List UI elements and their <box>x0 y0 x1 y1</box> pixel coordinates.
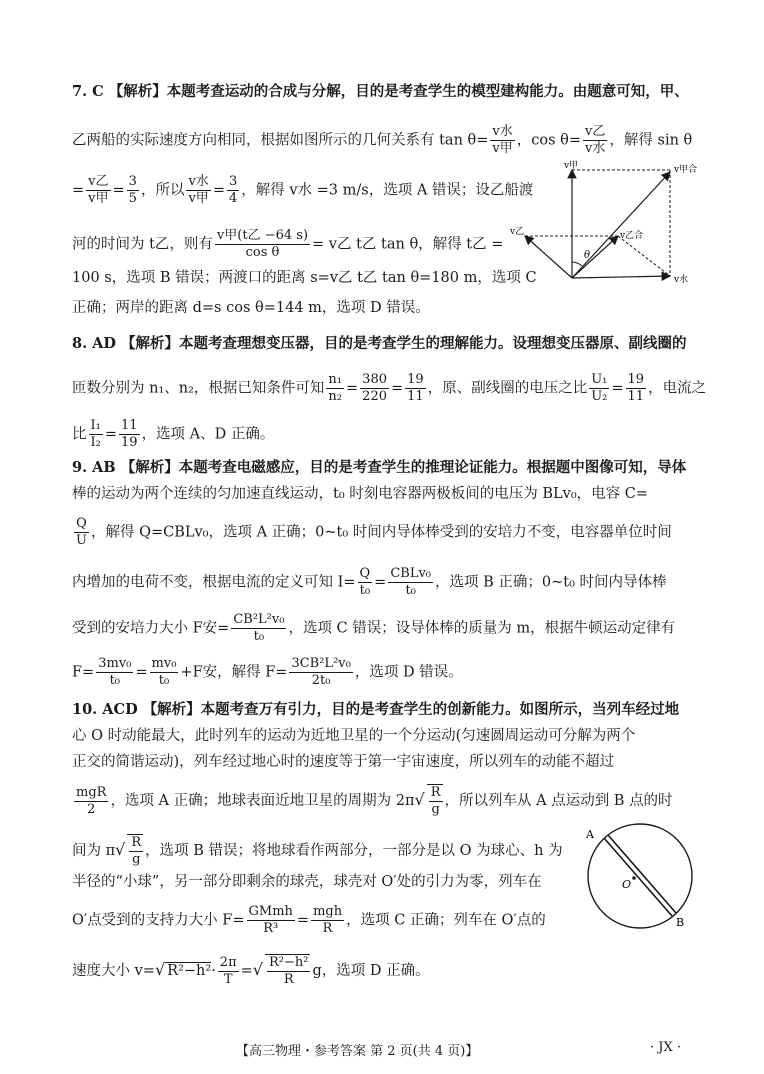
label-v-jia-he: v甲合 <box>674 165 698 175</box>
q9-line1: 9. AB 【解析】本题考查电磁感应，目的是考查学生的推理论证能力。根据题中图像可知，导体 <box>72 459 687 476</box>
v-jia-he-vector <box>572 172 670 278</box>
label-theta: θ <box>584 250 591 261</box>
q8-line3: 比 $\frac{\text{I₁}}{\text{I₂}}$ = $\frac{11}{19}$ ，选项 A、D 正确。 <box>72 418 275 450</box>
tunnel-line-2 <box>608 835 676 913</box>
q7-line3: = $\frac{\text{v乙}}{\text{v甲}}$ = $\frac{3}{5}$ ，所以 $\frac{\text{v水}}{\text{v甲}}$ = $\frac{3}{4}$ ，解得 v水 =3 m/s，选项 A 错误；设乙船渡 <box>72 174 534 206</box>
fraction: $\frac{3}{5}$ <box>128 174 137 206</box>
fraction: $\frac{Q}{U}$ <box>76 516 87 548</box>
fraction: $\frac{\text{3CB²L²v₀}}{\text{2t₀}}$ <box>291 656 351 688</box>
q7-line6: 正确；两岸的距离 d=s cos θ=144 m，选项 D 错误。 <box>72 300 430 316</box>
fraction: $\frac{Q}{\text{t₀}}$ <box>359 566 371 598</box>
footer-center: 【高三物理・参考答案 第 2 页(共 4 页)】 <box>236 1044 479 1059</box>
tunnel-line-1 <box>604 838 672 916</box>
q9-line6: F= $\frac{\text{3mv₀}}{\text{t₀}}$ = $\frac{\text{mv₀}}{\text{t₀}}$ +F安，解得 F= $\frac{\text{3CB²L²v₀}}{\text{2t₀}}$ ，选项 D 错误。 <box>72 656 463 688</box>
label-v-shui: v水 <box>674 275 689 285</box>
sqrt-fraction: $\frac{R}{g}$ <box>427 784 443 818</box>
fraction: $\frac{3}{4}$ <box>228 174 238 206</box>
q7-line1: 7. C 【解析】本题考查运动的合成与分解，目的是考查学生的模型建构能力。由题意可知，甲、 <box>72 83 689 100</box>
fraction: $\frac{\text{mv₀}}{\text{t₀}}$ <box>151 656 177 688</box>
fraction: $\frac{\text{GMmh}}{\text{R³}}$ <box>248 904 293 936</box>
q10-line5: 间为 π√ $\frac{R}{g}$ ，选项 B 错误；将地球看作两部分，一部分是以 O 为球心、h 为 <box>72 835 563 867</box>
q7-line5: 100 s，选项 B 错误；两渡口的距离 s=v乙 t乙 tan θ=180 m，选项 C <box>72 270 537 286</box>
sqrt-fraction: $\frac{\text{R²−h²}}{R}$ <box>265 954 310 988</box>
velocity-diagram <box>510 158 730 298</box>
q9-line2: 棒的运动为两个连续的匀加速直线运动，t₀ 时刻电容器两极板间的电压为 BLv₀，电容 C= <box>72 486 648 502</box>
q10-line4: $\frac{\text{mgR}}{2}$ ，选项 A 正确；地球表面近地卫星的周期为 2π√ $\frac{R}{g}$ ，所以列车从 A 点运动到 B 点的时 <box>76 784 673 817</box>
q10-line8: 速度大小 v=√ R²−h²· $\frac{2\pi}{T}$ =√ $\frac{\text{R²−h²}}{R}$ g，选项 D 正确。 <box>72 954 430 987</box>
fraction: $\frac{\text{U₁}}{\text{U₂}}$ <box>591 372 608 404</box>
q8-line2: 匝数分别为 n₁、n₂，根据已知条件可知 $\frac{\text{n₁}}{\text{n₂}}$ = $\frac{380}{220}$ = $\frac{19}{11}$ ，原、副线圈的电压之比 $\frac{\text{U₁}}{\text{U₂}}$ = $\frac{19}{11}$ ，电流之 <box>72 372 707 404</box>
fraction: $\frac{\text{n₁}}{\text{n₂}}$ <box>328 372 343 404</box>
label-v-yi-he: v乙合 <box>620 231 644 241</box>
fraction: $\frac{19}{11}$ <box>407 372 424 404</box>
fraction: $\frac{\text{v乙}}{\text{v甲}}$ <box>88 174 109 206</box>
fraction: $\frac{11}{19}$ <box>121 418 138 450</box>
v-shui-vector <box>572 276 670 278</box>
fraction: $\frac{\text{v水}}{\text{v甲}}$ <box>492 124 513 156</box>
label-O: O <box>622 878 632 891</box>
v-yi-he-vector <box>572 236 618 278</box>
q9-line3: $\frac{Q}{U}$ ，解得 Q=CBLv₀，选项 A 正确；0~t₀ 时间内导体棒受到的安培力不变，电容器单位时间 <box>76 516 672 548</box>
q10-line3: 正交的简谐运动)，列车经过地心时的速度等于第一宇宙速度，所以列车的动能不超过 <box>72 754 615 770</box>
q10-line6: 半径的“小球”，另一部分即剩余的球壳，球壳对 O′处的引力为零，列车在 <box>72 874 542 890</box>
fraction: $\frac{\text{v甲(t乙 −64 s)}}{\text{cos θ}}$ <box>216 228 309 260</box>
sqrt-fraction: $\frac{R}{g}$ <box>127 834 143 868</box>
label-A: A <box>586 828 594 841</box>
fraction: $\frac{380}{220}$ <box>362 372 387 404</box>
fraction: $\frac{\text{CB²L²v₀}}{\text{t₀}}$ <box>233 612 285 644</box>
fraction: $\frac{\text{mgR}}{2}$ <box>76 784 107 817</box>
label-B: B <box>676 916 685 929</box>
sqrt-expression: R²−h² <box>167 963 212 979</box>
fraction: $\frac{\text{v乙}}{\text{v水}}$ <box>585 124 606 156</box>
q10-line2: 心 O 时动能最大，此时列车的运动为近地卫星的一个分运动(匀速圆周运动可分解为两个 <box>72 728 636 744</box>
label-v-jia: v甲 <box>564 161 579 171</box>
fraction: $\frac{\text{CBLv₀}}{\text{t₀}}$ <box>390 566 432 598</box>
fraction: $\frac{\text{I₁}}{\text{I₂}}$ <box>90 418 101 450</box>
q9-line4: 内增加的电荷不变，根据电流的定义可知 I= $\frac{Q}{\text{t₀}}$ = $\frac{\text{CBLv₀}}{\text{t₀}}$ ，选项 B 正确；0~t₀ 时间内导体棒 <box>72 566 667 598</box>
q7-line4: 河的时间为 t乙，则有 $\frac{\text{v甲(t乙 −64 s)}}{\text{cos θ}}$ = v乙 t乙 tan θ，解得 t乙 = <box>72 228 504 260</box>
q7-line2: 乙两船的实际速度方向相同，根据如图所示的几何关系有 tan θ= $\frac{\text{v水}}{\text{v甲}}$ ，cos θ= $\frac{\text{v乙}}{\text{v水}}$ ，解得 sin θ <box>72 124 693 156</box>
fraction: $\frac{\text{3mv₀}}{\text{t₀}}$ <box>98 656 132 688</box>
fraction: $\frac{\text{v水}}{\text{v甲}}$ <box>188 174 209 206</box>
fraction: $\frac{2\pi}{T}$ <box>219 954 237 987</box>
train-dot <box>632 876 636 880</box>
label-v-yi: v乙 <box>510 227 525 237</box>
fraction: $\frac{19}{11}$ <box>627 372 645 404</box>
fraction: $\frac{\text{mgh}}{R}$ <box>313 904 343 936</box>
q9-line5: 受到的安培力大小 F安= $\frac{\text{CB²L²v₀}}{\text{t₀}}$ ，选项 C 错误；设导体棒的质量为 m，根据牛顿运动定律有 <box>72 612 676 644</box>
v-yi-vector <box>525 236 572 278</box>
earth-tunnel-diagram <box>580 818 710 930</box>
q8-line1: 8. AD 【解析】本题考查理想变压器，目的是考查学生的理解能力。设理想变压器原、副线圈的 <box>72 335 687 352</box>
q10-line1: 10. ACD 【解析】本题考查万有引力，目的是考查学生的创新能力。如图所示，当列车经过地 <box>72 701 680 718</box>
footer-right: · JX · <box>650 1040 681 1055</box>
q10-line7: O′点受到的支持力大小 F= $\frac{\text{GMmh}}{\text{R³}}$ = $\frac{\text{mgh}}{R}$ ，选项 C 正确；列车在 O′点的 <box>72 904 546 936</box>
